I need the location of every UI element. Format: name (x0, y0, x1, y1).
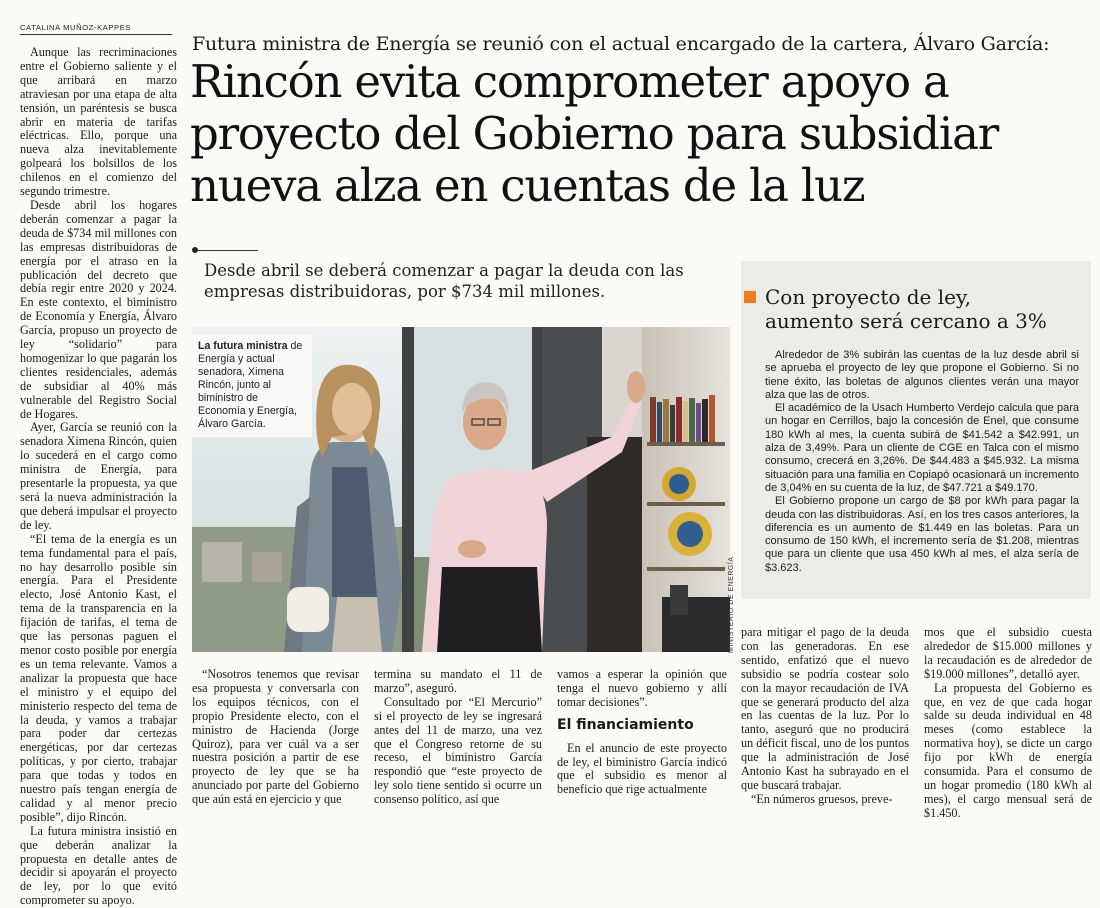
paragraph: “Nosotros tenemos que revisar esa propuesta y conversarla con los equipos técnicos, con el propio Presidente electo, con el ministro de Hacienda (Jorge Quiroz), para ver cuál va a ser nuestra posición a partir de ese proyecto de ley que se ha anunciado por parte del Gobierno que aún está en ejercicio y que (192, 667, 359, 807)
sidebar-title (765, 285, 1085, 333)
paragraph: termina su mandato el 11 de marzo”, aseguró. (374, 667, 542, 695)
subheadline: Desde abril se deberá comenzar a pagar la deuda con las empresas distribuidoras, por $734 mil millones. (204, 261, 684, 301)
paragraph: Alrededor de 3% subirán las cuentas de la luz desde abril si se aprueba el proyecto de ley que propone el Gobierno. Si no tiene éxito, las boletas de algunos clientes verán una mayor alza que las de otros. (765, 349, 1079, 401)
byline: CATALINA MUÑOZ-KAPPES (20, 23, 172, 35)
paragraph: Consultado por “El Mercurio” si el proyecto de ley se ingresará antes del 11 de marzo, una vez que el Congreso retorne de su receso, el biministro García respondió que “este proyecto de ley solo tiene sentido si ocurre un consenso político, así que (374, 694, 542, 807)
paragraph: En el anuncio de este proyecto de ley, el biministro García indicó que el subsidio es menor al beneficio que rige actualmente (557, 740, 727, 797)
headline (190, 56, 1090, 212)
article-column-1 (20, 46, 177, 908)
sidebar-title-line: Con proyecto de ley, (765, 285, 971, 309)
article-column-6 (924, 626, 1092, 821)
paragraph: “En números gruesos, preve- (751, 791, 893, 806)
section-subhead: El financiamiento (557, 716, 694, 733)
paragraph: Desde abril los hogares deberán comenzar a pagar la deuda de $734 mil millones con las empresas distribuidoras de energía por el atraso en la publicación del decreto que debía regir entre 2020 y 2024. En este contexto, el biministro de Economía y Energía, Álvaro García, propuso un proyecto de ley “solidario” para homogenizar lo que pagarán los clientes residenciales, además de subsidiar al 40% más vulnerable del Registro Social de Hogares. (20, 197, 177, 421)
article-photo (192, 327, 730, 652)
paragraph: El académico de la Usach Humberto Verdejo calcula que para un hogar en Cerrillos, bajo la concesión de Enel, que consume 180 kWh al mes, la cuenta subirá de $41.542 a $42.991, un alza de 3,49%. Para un cliente de CGE en Talca con el mismo consumo, crecerá en 3,26%. De $44.483 a $45.932. La misma situación para una familia en Copiapó ocasionará un incremento de 3,04% en su cuenta de la luz, de $47.721 a $49.170. (765, 402, 1079, 494)
article-column-4 (557, 668, 727, 797)
sidebar-text (765, 349, 1079, 575)
accent-square-icon (744, 291, 756, 303)
article-column-5 (741, 626, 909, 807)
article-column-3 (374, 668, 542, 807)
kicker: Futura ministra de Energía se reunió con el actual encargado de la cartera, Álvaro García: (192, 33, 1050, 55)
sidebar-box (741, 261, 1091, 599)
paragraph: vamos a esperar la opinión que tenga el nuevo gobierno y allí tomar decisiones”. (557, 667, 727, 709)
photo-caption (192, 335, 312, 437)
headline-line: nueva alza en cuentas de la luz (190, 159, 865, 212)
headline-line: proyecto del Gobierno para subsidiar (190, 107, 999, 160)
caption-text: de Energía y actual senadora, Ximena Rincón, junto al biministro de Economía y Energía, Álvaro García. (198, 340, 303, 430)
caption-bold: La futura ministra (198, 340, 288, 352)
paragraph: “El tema de la energía es un tema fundamental para el país, no hay desarrollo posible sin energía. Para el Presidente electo, José Antonio Kast, el tema de la transparencia en la fijación de tarifas, el tema de que las personas paguen el menor costo posible por energía es un tema relevante. Vamos a analizar la propuesta que hace el ministro y el equipo del ministerio respecto del tema de la deuda, y vamos a trabajar para poder dar certezas energéticas, por dar certezas políticas, y por cierto, trabajar para que todas y todos en nuestro país tengan energía de calidad y al menor precio posible”, dijo Rincón. (20, 531, 177, 824)
headline-line: Rincón evita comprometer apoyo a (190, 55, 949, 108)
separator-line (198, 250, 258, 251)
paragraph: Aunque las recriminaciones entre el Gobierno saliente y el que arribará en marzo atraviesan por una etapa de alta tensión, un paréntesis se busca abrir en materia de tarifas eléctricas. Ello, porque una nueva alza inevitablemente golpeará los bolsillos de los chilenos en el comienzo del segundo trimestre. (20, 45, 177, 199)
photo-credit: MINISTERIO DE ENERGÍA (728, 556, 735, 653)
paragraph: Ayer, García se reunió con la senadora Ximena Rincón, quien lo sucederá en el cargo como ministra de Energía, para presentarle la propuesta, ya que será la nueva administración la que deberá impulsar el proyecto de ley. (20, 420, 177, 532)
paragraph: La futura ministra insistió en que deberán analizar la propuesta en detalle antes de decidir si apoyarán el proyecto de ley, por lo que evitó comprometer su apoyo. (20, 823, 177, 908)
paragraph: para mitigar el pago de la deuda con las generadoras. En ese sentido, enfatizó que el nuevo subsidio se podría costear solo con la mayor recaudación de IVA que se generará producto del alza en las cuentas de la luz. Por lo tanto, aseguró que no producirá un déficit fiscal, uno de los puntos que la administración de José Antonio Kast ha subrayado en el que buscará trabajar. (741, 625, 909, 792)
paragraph: El Gobierno propone un cargo de $8 por kWh para pagar la deuda con las distribuidoras. Así, en los tres casos anteriores, la diferencia es un aumento de $1.449 en las boletas. Para un consumo de 150 kWh, el incremento sería de $1.208, mientras que para un cliente que usa 450 kWh al mes, el alza sería de $3.623. (765, 495, 1079, 574)
article-column-2 (192, 668, 359, 807)
paragraph: La propuesta del Gobierno es que, en vez de que cada hogar salde su deuda individual en 48 meses (como establece la normativa hoy), se dicte un cargo fijo por kWh de energía consumida. Para el consumo de un hogar promedio (180 kWh al mes), el cargo mensual será de $1.450. (924, 680, 1092, 820)
sidebar-title-line: aumento será cercano a 3% (765, 309, 1047, 333)
paragraph: mos que el subsidio cuesta alrededor de $15.000 millones y la recaudación es de alrededor de $19.000 millones”, detalló ayer. (924, 625, 1092, 681)
